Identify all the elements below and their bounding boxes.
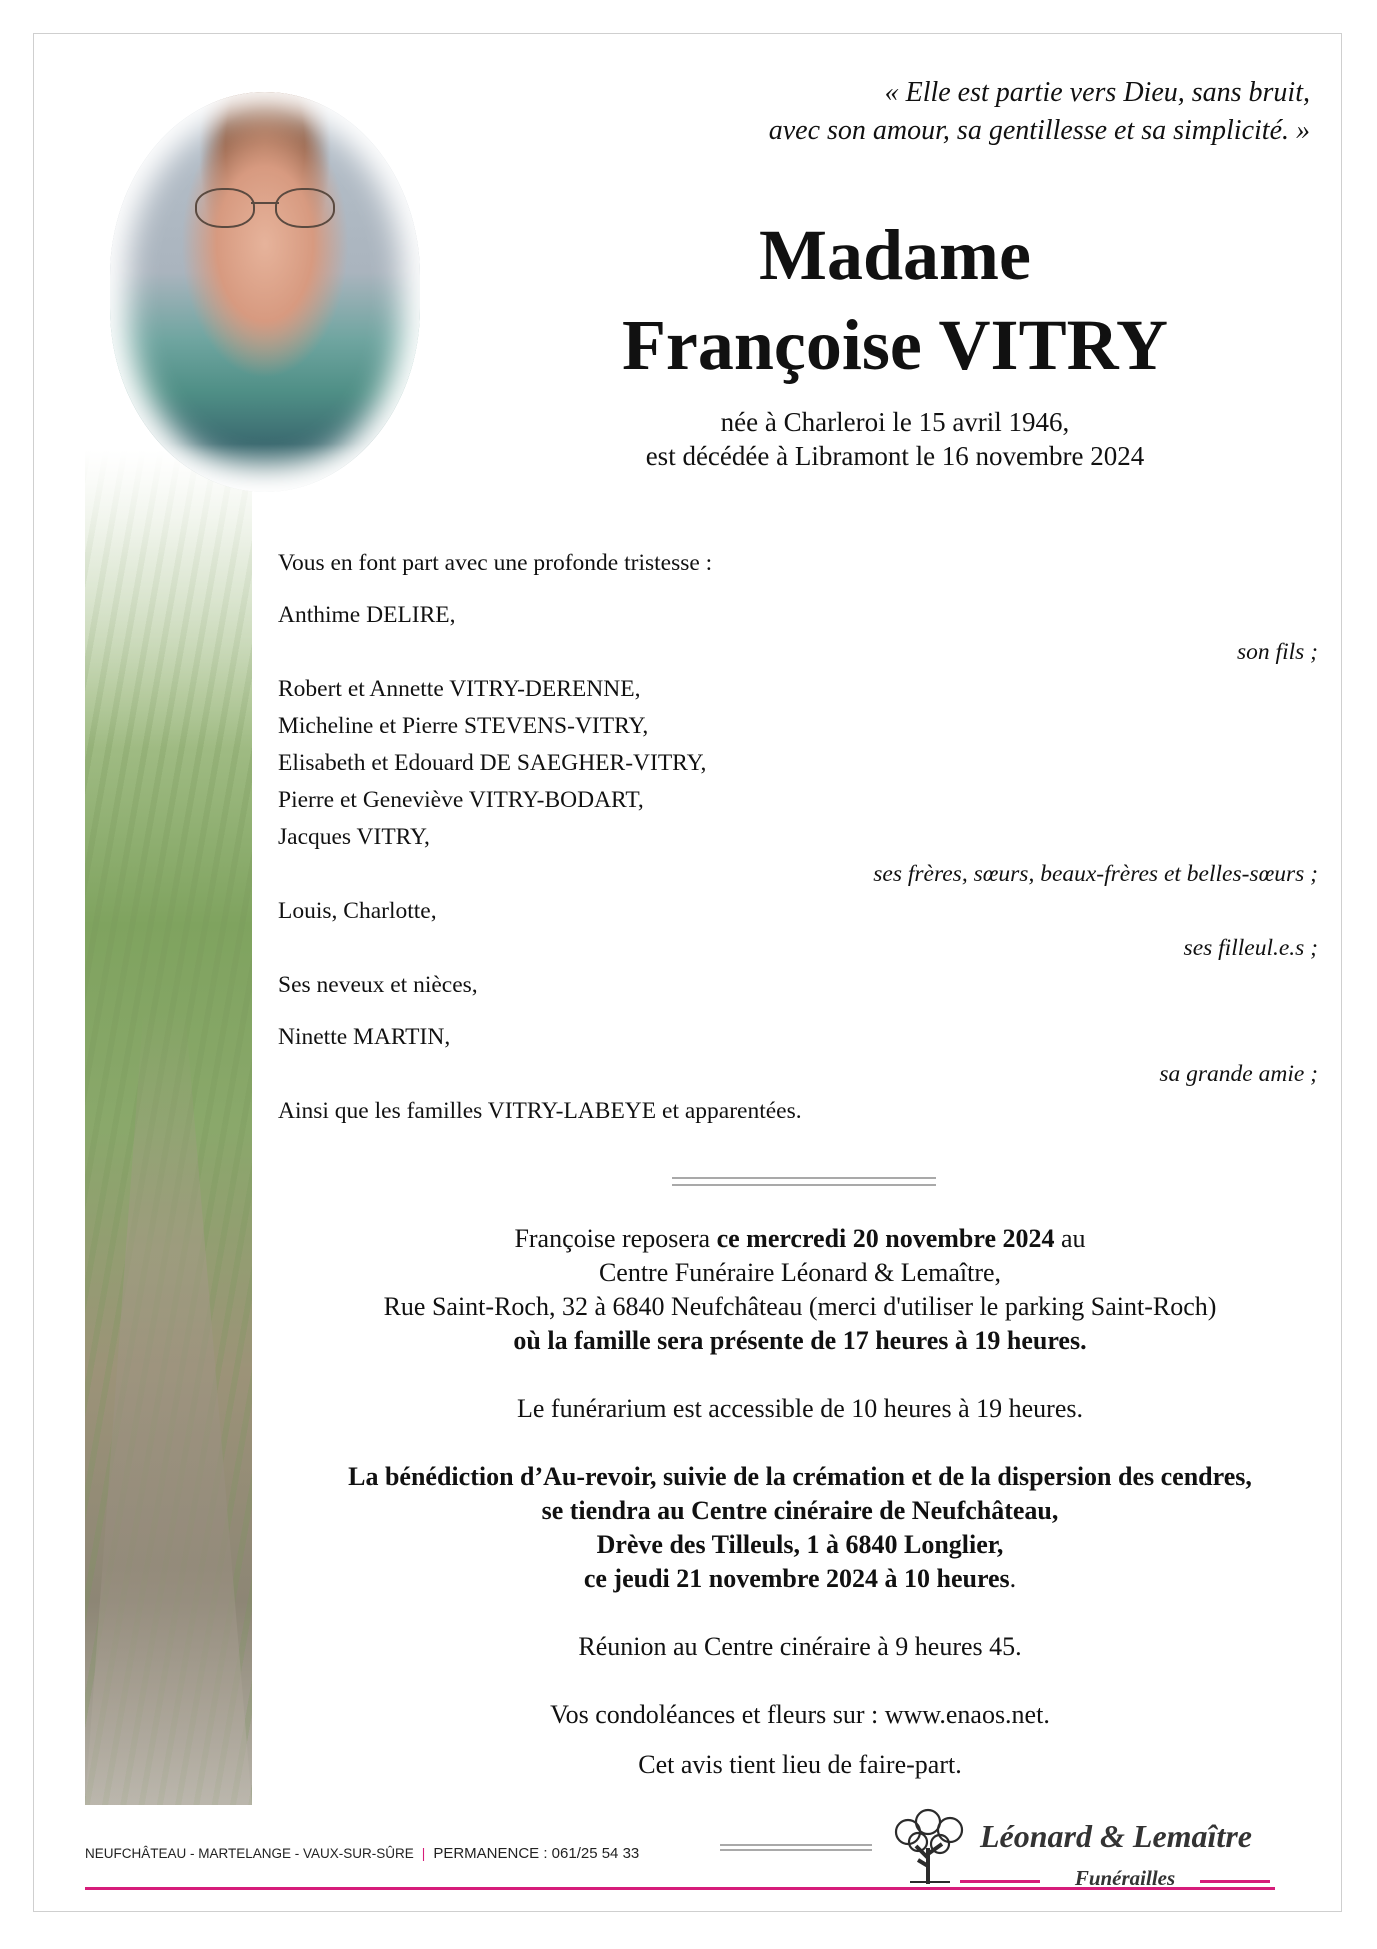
ceremony-text-2: se tiendra au Centre cinéraire de Neufchâteau, [541,1496,1059,1525]
announcement-intro: Vous en font part avec une profonde tristesse : [278,550,713,576]
family-member: Ainsi que les familles VITRY-LABEYE et apparentées. [278,1098,802,1124]
epigraph [510,74,1310,150]
reunion-info: Réunion au Centre cinéraire à 9 heures 45. [578,1632,1022,1661]
funeral-home-tagline: Funérailles [1074,1866,1176,1890]
family-member: Elisabeth et Edouard DE SAEGHER-VITRY, [278,750,707,776]
funeral-home-tagline-wrap [960,1866,1290,1896]
ceremony-line-3 [260,1528,1340,1562]
birth-line: née à Charleroi le 15 avril 1946, [720,407,1070,437]
death-line: est décédée à Libramont le 16 novembre 2024 [645,441,1145,471]
visitation-intro-end: au [1054,1224,1086,1253]
family-member: Pierre et Geneviève VITRY-BODART, [278,787,644,813]
notice-info: Cet avis tient lieu de faire-part. [638,1750,962,1779]
ceremony-line-2 [260,1494,1340,1528]
relation-label: ses filleul.e.s ; [1183,935,1318,961]
visitation-place: Centre Funéraire Léonard & Lemaître, [598,1258,1002,1287]
visitation-address: Rue Saint-Roch, 32 à 6840 Neufchâteau (merci d'utiliser le parking Saint-Roch) [383,1292,1217,1321]
family-member: Ninette MARTIN, [278,1024,451,1050]
portrait-glasses [195,188,335,228]
ceremony-line-1 [260,1460,1340,1494]
permanence-phone: PERMANENCE : 061/25 54 33 [433,1845,640,1862]
relation-label: ses frères, sœurs, beaux-frères et belles-sœurs ; [873,861,1318,887]
deceased-name: Françoise VITRY [621,305,1169,385]
epigraph-line-2: avec son amour, sa gentillesse et sa simplicité. » [768,115,1310,146]
family-announcement [278,545,1318,1130]
locations-text: NEUFCHÂTEAU - MARTELANGE - VAUX-SUR-SÛRE [85,1846,414,1861]
visitation-hours-text: où la famille sera présente de 17 heures à 19 heures. [513,1326,1087,1355]
portrait-photo [110,92,420,492]
funerarium-block [260,1392,1340,1426]
logo-divider [720,1844,872,1851]
ceremony-text-3: Drève des Tilleuls, 1 à 6840 Longlier, [596,1530,1004,1559]
condolences-info: Vos condoléances et fleurs sur : www.enaos.net. [550,1700,1050,1729]
epigraph-line-1: « Elle est partie vers Dieu, sans bruit, [884,77,1310,108]
family-member: Ses neveux et nièces, [278,972,478,998]
ceremony-period: . [1009,1564,1017,1593]
family-member: Anthime DELIRE, [278,602,456,628]
ceremony-block [260,1460,1340,1596]
funeral-home-name: Léonard & Lemaître [980,1818,1252,1854]
visitation-hours [260,1324,1340,1358]
ceremony-text-1: La bénédiction d’Au-revoir, suivie de la crémation et de la dispersion des cendres, [348,1462,1252,1491]
ceremony-text-4: ce jeudi 21 novembre 2024 à 10 heures [583,1564,1010,1593]
funerarium-hours: Le funérarium est accessible de 10 heures à 19 heures. [517,1394,1083,1423]
relation-label: son fils ; [1237,639,1318,665]
deceased-name-block [530,210,1260,390]
birth-death-block [530,405,1260,473]
tagline-line-right [1200,1880,1270,1883]
family-member: Robert et Annette VITRY-DERENNE, [278,676,641,702]
visitation-line-1 [260,1222,1340,1256]
visitation-block [260,1222,1340,1358]
footer-separator: | [421,1846,426,1861]
ceremony-line-4 [260,1562,1340,1596]
section-divider [672,1177,936,1186]
salutation: Madame [759,215,1031,295]
family-member: Jacques VITRY, [278,824,430,850]
relation-label: sa grande amie ; [1159,1061,1318,1087]
visitation-date: ce mercredi 20 novembre 2024 [716,1224,1055,1253]
family-member: Micheline et Pierre STEVENS-VITRY, [278,713,649,739]
funeral-details [260,1222,1340,1782]
reunion-block [260,1630,1340,1664]
visitation-intro: Françoise reposera [514,1224,717,1253]
funeral-home-contacts [85,1845,639,1862]
family-member: Louis, Charlotte, [278,898,437,924]
